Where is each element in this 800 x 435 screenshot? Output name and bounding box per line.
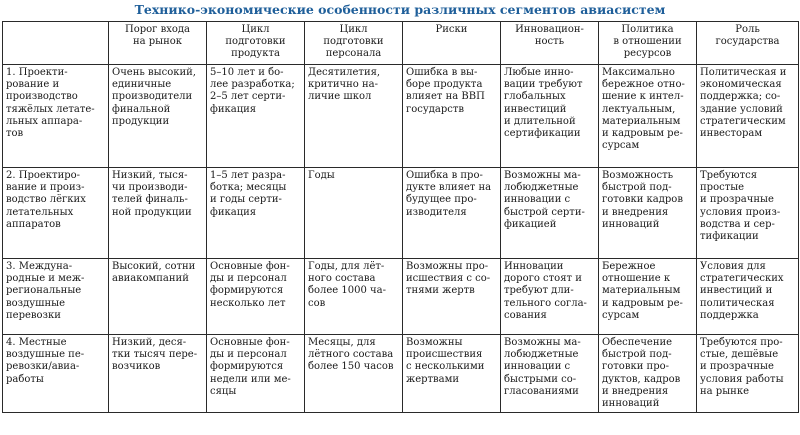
- header-cell-state-role: Роль государства: [697, 22, 799, 65]
- table-cell: Основные фон- ды и персонал формируются несколько лет: [207, 259, 305, 335]
- table-cell: Десятилетия, критично на- личие школ: [305, 65, 403, 168]
- header-cell-innovation: Инновацион- ность: [501, 22, 599, 65]
- table-row: [3, 168, 799, 259]
- header-row: [3, 22, 799, 65]
- header-cell-risks: Риски: [403, 22, 501, 65]
- table-cell: Возможны про- исшествия с со- тнями жертв: [403, 259, 501, 335]
- table-cell: Ошибка в про- дукте влияет на будущее про- изводителя: [403, 168, 501, 259]
- table-cell: Бережное отношение к материальным и кадровым ре- сурсам: [599, 259, 697, 335]
- table-title: Технико-экономические особенности различных сегментов авиасистем: [134, 2, 666, 17]
- table-cell: Высокий, сотни авиакомпаний: [109, 259, 207, 335]
- table-row: [3, 335, 799, 413]
- table-cell: Инновации дорого стоят и требуют дли- тельного согла- сования: [501, 259, 599, 335]
- segment-cell: 4. Местные воздушные пе- ревозки/авиа- работы: [3, 335, 109, 413]
- table-cell: 1–5 лет разра- ботка; месяцы и годы серти- фикация: [207, 168, 305, 259]
- table-cell: Любые инно- вации требуют глобальных инвестиций и длительной сертификации: [501, 65, 599, 168]
- segment-cell: 2. Проектиро- вание и произ- водство лёгких летательных аппаратов: [3, 168, 109, 259]
- table-cell: Политическая и экономическая поддержка; со- здание условий стратегическим инвесторам: [697, 65, 799, 168]
- table-cell: Условия для стратегических инвестиций и политическая поддержка: [697, 259, 799, 335]
- segment-cell: 3. Междуна- родные и меж- региональные воздушные перевозки: [3, 259, 109, 335]
- table-cell: Годы, для лёт- ного состава более 1000 ча- сов: [305, 259, 403, 335]
- table-cell: Требуются простые и прозрачные условия произ- водства и сер- тификации: [697, 168, 799, 259]
- table-cell: Требуются про- стые, дешёвые и прозрачные условия работы на рынке: [697, 335, 799, 413]
- table-cell: Годы: [305, 168, 403, 259]
- table-cell: 5–10 лет и бо- лее разработка; 2–5 лет серти- фикация: [207, 65, 305, 168]
- table-cell: Низкий, деся- тки тысяч пере- возчиков: [109, 335, 207, 413]
- table-cell: Возможны ма- лобюджетные инновации с быстрой серти- фикацией: [501, 168, 599, 259]
- table-cell: Ошибка в вы- боре продукта влияет на ВВП государств: [403, 65, 501, 168]
- table-cell: Основные фон- ды и персонал формируются недели или ме- сяцы: [207, 335, 305, 413]
- segments-table: [2, 21, 799, 413]
- table-cell: Низкий, тыся- чи производи- телей финаль- ной продукции: [109, 168, 207, 259]
- table-cell: Возможны ма- лобюджетные инновации с быстрыми со- гласованиями: [501, 335, 599, 413]
- header-cell-segment: [3, 22, 109, 65]
- table-cell: Возможность быстрой под- готовки кадров и внедрения инноваций: [599, 168, 697, 259]
- table-row: [3, 259, 799, 335]
- header-cell-resource-policy: Политика в отношении ресурсов: [599, 22, 697, 65]
- table-cell: Максимально бережное отно- шение к интел- лектуальным, материальным и кадровым ре- сурсам: [599, 65, 697, 168]
- segment-cell: 1. Проекти- рование и производство тяжёлых летате- льных аппара- тов: [3, 65, 109, 168]
- table-cell: Месяцы, для лётного состава более 150 часов: [305, 335, 403, 413]
- header-cell-entry-barrier: Порог входа на рынок: [109, 22, 207, 65]
- table-cell: Очень высокий, единичные производители финальной продукции: [109, 65, 207, 168]
- table-cell: Возможны происшествия с несколькими жертвами: [403, 335, 501, 413]
- table-row: [3, 65, 799, 168]
- header-cell-staff-cycle: Цикл подготовки персонала: [305, 22, 403, 65]
- header-cell-product-cycle: Цикл подготовки продукта: [207, 22, 305, 65]
- table-cell: Обеспечение быстрой под- готовки про- дуктов, кадров и внедрения инноваций: [599, 335, 697, 413]
